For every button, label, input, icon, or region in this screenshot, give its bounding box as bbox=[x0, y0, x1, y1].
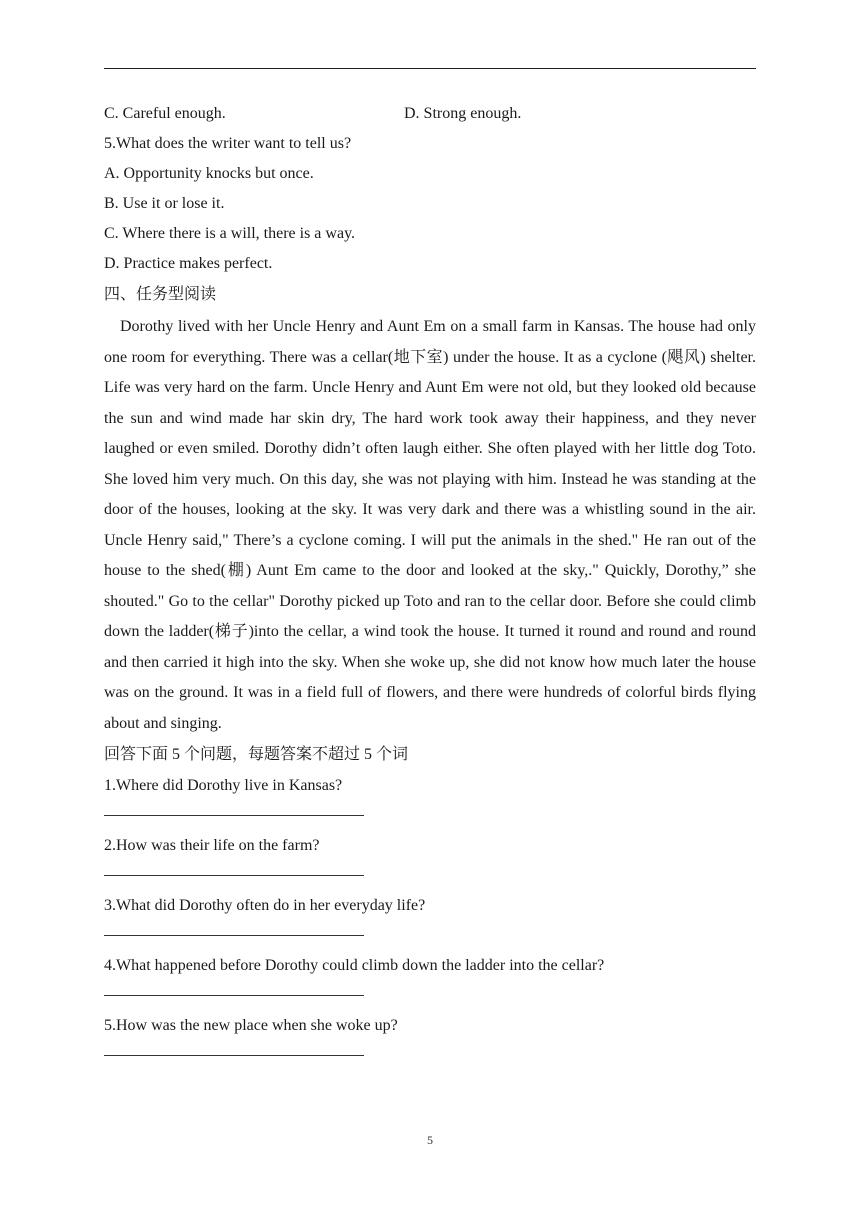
answer-blank-2 bbox=[104, 861, 756, 891]
answer-blank-4 bbox=[104, 981, 756, 1011]
q5-option-b: B. Use it or lose it. bbox=[104, 195, 225, 212]
q4-options-row bbox=[104, 99, 756, 129]
page-content bbox=[104, 99, 756, 1071]
q5-question: 5.What does the writer want to tell us? bbox=[104, 135, 352, 152]
reading-passage bbox=[104, 312, 756, 739]
header-rule bbox=[104, 68, 756, 69]
q4-option-c: C. Careful enough. bbox=[104, 105, 226, 122]
answer-blank-1 bbox=[104, 801, 756, 831]
q5-option-d: D. Practice makes perfect. bbox=[104, 255, 273, 272]
q5-option-a: A. Opportunity knocks but once. bbox=[104, 165, 314, 182]
q4-option-d: D. Strong enough. bbox=[404, 105, 522, 122]
instruction-text: 回答下面 5 个问题，每题答案不超过 5 个词 bbox=[104, 746, 409, 763]
section-heading: 四、任务型阅读 bbox=[104, 286, 217, 303]
question-1: 1.Where did Dorothy live in Kansas? bbox=[104, 777, 343, 794]
page-number: 5 bbox=[427, 1133, 433, 1147]
answer-blank-5 bbox=[104, 1041, 756, 1071]
question-5: 5.How was the new place when she woke up? bbox=[104, 1017, 398, 1034]
passage-text: Dorothy lived with her Uncle Henry and Aunt Em on a small farm in Kansas. The house had only one room for everything. There was a cellar(地下室) under the house. It as a cyclone (飓风) shelter. Life was very hard on the farm. Uncle Henry and Aunt Em were not old, but they looked old because the sun and wind made har skin dry, The hard work took away their happiness, and they never laughed or even smiled. Dorothy didn’t often laugh either. She often played with her little dog Toto. She loved him very much. On this day, she was not playing with him. Instead he was standing at the door of the houses, looking at the sky. It was very dark and there was a whistling sound in the air. Uncle Henry said," There’s a cyclone coming. I will put the animals in the shed." He ran out of the house to the shed(棚) Aunt Em came to the door and looked at the sky,." Quickly, Dorothy,” she shouted." Go to the cellar" Dorothy picked up Toto and ran to the cellar door. Before she could climb down the ladder(梯子)into the cellar, a wind took the house. It turned it round and round and round and then carried it high into the sky. When she woke up, she did not know how much later the house was on the ground. It was in a field full of flowers, and there were hundreds of colorful birds flying about and singing. bbox=[104, 318, 756, 732]
answer-blank-3 bbox=[104, 921, 756, 951]
q5-option-c: C. Where there is a will, there is a way. bbox=[104, 225, 356, 242]
question-2: 2.How was their life on the farm? bbox=[104, 837, 320, 854]
question-4: 4.What happened before Dorothy could climb down the ladder into the cellar? bbox=[104, 957, 605, 974]
question-3: 3.What did Dorothy often do in her everyday life? bbox=[104, 897, 426, 914]
